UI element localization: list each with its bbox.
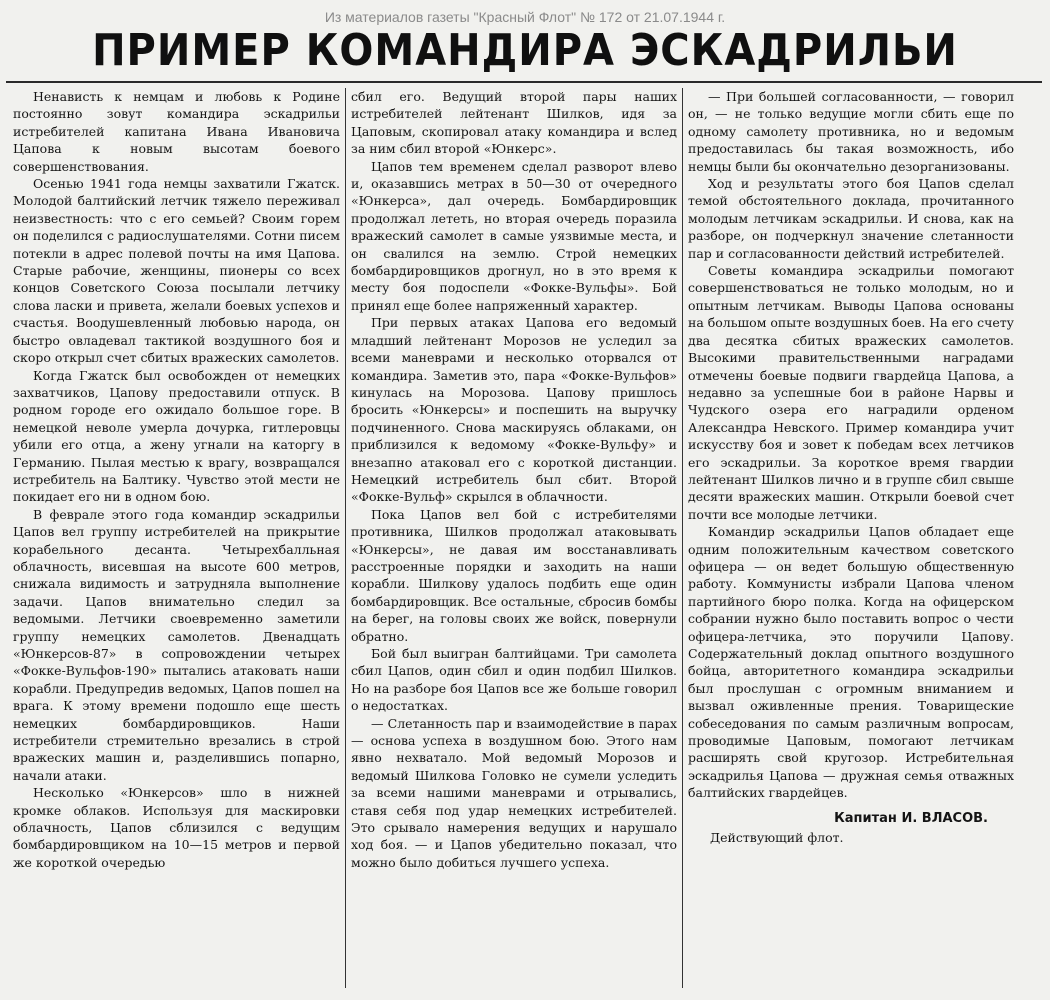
- paragraph: Командир эскадрильи Цапов обладает еще одним положительным качеством советского офицера — он ведет большую общественную работу. Коммунисты избрали Цапова членом партийного бюро полка. Когда на офицерском собрании нужно было поставить вопрос о чести офицера-летчика, это поручили Цапову. Содержательный доклад опытного воздушного бойца, авторитетного командира эскадрильи был прослушан с огромным вниманием и вызвал оживленные прения. Товарищеские собеседования по самым различным вопросам, проводимые Цаповым, помогают летчикам расширять свой кругозор. Истребительная эскадрилья Цапова — дружная семья отважных балтийских гвардейцев.: [688, 524, 1014, 801]
- paragraph: Когда Гжатск был освобожден от немецких захватчиков, Цапову предоставили отпуск. В родном городе его ожидало большое горе. В немецкой неволе умерла дочурка, гитлеровцы убили его отца, а жену угнали на каторгу в Германию. Пылая местью к врагу, возвращался истребитель на Балтику. Чувство этой мести не покидает его ни в одном бою.: [13, 367, 340, 505]
- dateline: Действующий флот.: [710, 830, 844, 846]
- paragraph: Советы командира эскадрильи помогают совершенствоваться не только молодым, но и опытным летчикам. Выводы Цапова основаны на большом опыте воздушных боев. На его счету два десятка сбитых вражеских самолетов. Высокими правительственными наградами отмечены боевые подвиги гвардейца Цапова, а недавно за успешные бои в районе Нарвы и Чудского озера его наградили орденом Александра Невского. Пример командира учит искусству боя и зовет к победам всех летчиков его эскадрильи. За короткое время гвардии лейтенант Шилков лично и в группе сбил свыше десяти вражеских машин. Открыли боевой счет почти все молодые летчики.: [688, 263, 1014, 522]
- column-1: [8, 88, 345, 988]
- paragraph: — При большей согласованности, — говорил он, — не только ведущие могли сбить еще по одному самолету противника, но и ведомым предоставилась бы такая возможность, ибо немцы были бы окончательно дезорганизованы.: [688, 89, 1014, 174]
- paragraph: Бой был выигран балтийцами. Три самолета сбил Цапов, один сбил и один подбил Шилков. Но на разборе боя Цапов все же больше говорил о недостатках.: [351, 646, 677, 714]
- paragraph: Ненависть к немцам и любовь к Родине постоянно зовут командира эскадрильи истребителей капитана Ивана Ивановича Цапова к новым высотам боевого совершенствования.: [13, 89, 340, 174]
- source-caption: Из материалов газеты "Красный Флот" № 172 от 21.07.1944 г.: [324, 9, 726, 25]
- paragraph: В феврале этого года командир эскадрильи Цапов вел группу истребителей на прикрытие корабельного десанта. Четырехбалльная облачность, висевшая на высоте 600 метров, снижала видимость и затрудняла выполнение задачи. Цапов внимательно следил за ведомыми. Летчики своевременно заметили группу немецких самолетов. Двенадцать «Юнкерсов-87» в сопровождении четырех «Фокке-Вульфов-190» пытались атаковать наши корабли. Предупредив ведомых, Цапов пошел на врага. К этому времени подошло еще шесть немецких бомбардировщиков. Наши истребители стремительно врезались в строй вражеских машин и, разделившись попарно, начали атаки.: [13, 506, 340, 783]
- article-headline: ПРИМЕР КОМАНДИРА ЭСКАДРИЛЬИ: [92, 26, 958, 76]
- article-columns: [8, 88, 1040, 988]
- paragraph: Несколько «Юнкерсов» шло в нижней кромке облаков. Используя для маскировки облачность, Цапов сблизился с ведущим бомбардировщиком на 10—15 метров и первой же короткой очередью: [13, 785, 340, 870]
- paragraph: При первых атаках Цапова его ведомый младший лейтенант Морозов не уследил за всеми маневрами и несколько оторвался от командира. Заметив это, пара «Фокке-Вульфов» кинулась на Морозова. Цапову пришлось бросить «Юнкерсы» и поспешить на выручку подчиненного. Снова маскируясь облаками, он приблизился к ведомому «Фокке-Вульфу» и внезапно атаковал его с короткой дистанции. Немецкий истребитель был сбит. Второй «Фокке-Вульф» скрылся в облачности.: [351, 315, 677, 505]
- paragraph: сбил его. Ведущий второй пары наших истребителей лейтенант Шилков, идя за Цаповым, скопировал атаку командира и вслед за ним сбил второй «Юнкерс».: [351, 89, 677, 157]
- author-signature: Капитан И. ВЛАСОВ.: [834, 810, 988, 826]
- paragraph: Осенью 1941 года немцы захватили Гжатск. Молодой балтийский летчик тяжело переживал неизвестность: что с его семьей? Своим горем он поделился с радиослушателями. Сотни писем потекли в адрес полевой почты на имя Цапова. Старые рабочие, женщины, пионеры со всех концов Советского Союза посылали летчику слова ласки и привета, желали боевых успехов и счастья. Воодушевленный любовью народа, он быстро овладевал тактикой воздушного боя и скоро открыл счет сбитых вражеских самолетов.: [13, 176, 340, 366]
- headline-rule: [6, 81, 1042, 83]
- paragraph: Цапов тем временем сделал разворот влево и, оказавшись метрах в 50—30 от очередного «Юнкерса», дал очередь. Бомбардировщик продолжал лететь, но вторая очередь поразила вражеский самолет в самые уязвимые места, и он свалился на землю. Строй немецких бомбардировщиков дрогнул, но в это время к месту боя подоспели «Фокке-Вульфы». Бой принял еще более напряженный характер.: [351, 158, 677, 313]
- paragraph: — Слетанность пар и взаимодействие в парах — основа успеха в воздушном бою. Этого нам явно нехватало. Мой ведомый Морозов и ведомый Шилкова Головко не сумели уследить за всеми нашими маневрами и отрывались, ставя себя под удар немецких истребителей. Это срывало намерения ведущих и нарушало ход боя. — и Цапов убедительно показал, что можно было добиться лучшего успеха.: [351, 715, 677, 870]
- paragraph: Ход и результаты этого боя Цапов сделал темой обстоятельного доклада, прочитанного молодым летчикам эскадрильи. И снова, как на разборе, он подчеркнул значение слетанности пар и согласованности действий истребителей.: [688, 176, 1014, 261]
- column-2: [345, 88, 682, 988]
- paragraph: Пока Цапов вел бой с истребителями противника, Шилков продолжал атаковывать «Юнкерсы», не давая им восстанавливать расстроенные порядки и заходить на наши корабли. Шилкову удалось подбить еще один бомбардировщик. Все остальные, сбросив бомбы на берег, на головы своих же войск, повернули обратно.: [351, 506, 677, 644]
- column-3: [682, 88, 1019, 988]
